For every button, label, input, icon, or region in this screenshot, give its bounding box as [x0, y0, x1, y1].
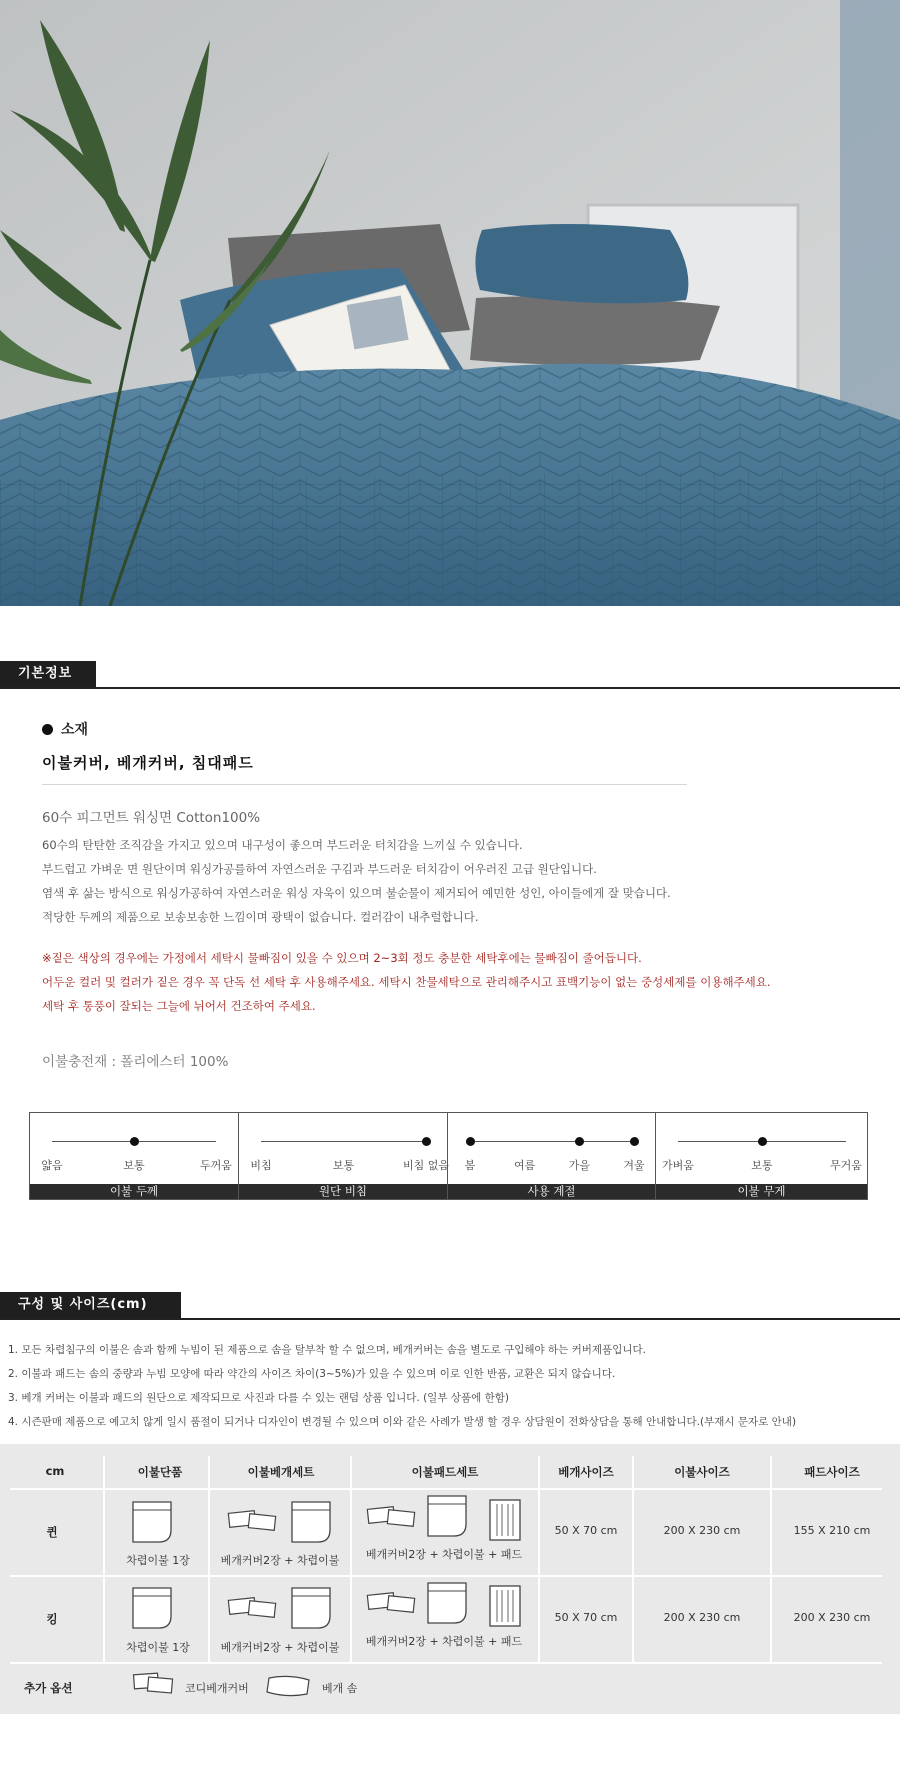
pillow-set-text: 베개커버2장 + 차렵이불	[220, 1641, 340, 1654]
composition-header	[0, 1292, 900, 1322]
scale-track	[470, 1141, 634, 1142]
pillow-icon	[366, 1506, 418, 1528]
material-items: 이불커버, 베개커버, 침대패드	[42, 754, 254, 772]
blanket-icon	[426, 1494, 468, 1538]
blanket-size: 200 X 230 cm	[663, 1524, 741, 1537]
scale-1	[238, 1113, 447, 1199]
table-rule	[770, 1456, 772, 1662]
table-rule	[10, 1575, 882, 1577]
scale-option-label: 보통	[751, 1159, 773, 1172]
scale-option-label: 여름	[514, 1159, 536, 1172]
composition-note: 2. 이불과 패드는 솜의 중량과 누빔 모양에 따라 약간의 사이즈 차이(3~5%)가 있을 수 있으며 이로 인한 반품, 교환은 되지 않습니다.	[8, 1368, 616, 1380]
scale-option-label: 보통	[123, 1159, 145, 1172]
scale-option-label: 무거움	[830, 1159, 862, 1172]
washing-warning: 어두운 컬러 및 컬러가 짙은 경우 꼭 단독 선 세탁 후 사용해주세요. 세탁시 찬물세탁으로 관리해주시고 표백기능이 없는 중성세제를 이용해주세요.	[42, 975, 771, 989]
scale-option-label: 보통	[332, 1159, 355, 1172]
composition-note: 3. 베개 커버는 이불과 패드의 원단으로 제작되므로 사진과 다를 수 있는 랜덤 상품 입니다. (일부 상품에 한함)	[8, 1392, 509, 1404]
divider	[42, 784, 687, 785]
header-pad-set: 이불패드세트	[411, 1465, 479, 1479]
scale-2	[447, 1113, 655, 1199]
property-scales	[29, 1112, 868, 1200]
basic-info-tab: 기본정보	[0, 661, 96, 687]
basic-info-header	[0, 661, 900, 691]
pillow-icon	[227, 1510, 279, 1532]
header-single: 이불단품	[137, 1465, 183, 1479]
extra-options-label: 추가 옵션	[24, 1681, 73, 1695]
pillow-icon	[366, 1592, 418, 1614]
pillow-insert-icon	[265, 1672, 315, 1700]
scale-option-label: 가벼움	[662, 1159, 694, 1172]
scale-selected-marker	[422, 1137, 431, 1146]
scale-option-label: 가을	[568, 1159, 590, 1172]
composition-note: 4. 시즌판매 제품으로 예고치 않게 일시 품절이 되거나 디자인이 변경될 수 있으며 이와 같은 사례가 발생 할 경우 상담원이 전화상담을 통해 안내합니다.(부재시 문자로 안내)	[8, 1416, 797, 1428]
pillow-icon	[227, 1597, 279, 1619]
table-rule	[632, 1456, 634, 1662]
pillow-cover-icon	[132, 1670, 176, 1698]
extra-option: 베개 솜	[322, 1682, 358, 1695]
section-divider	[0, 687, 900, 689]
table-rule	[538, 1456, 540, 1662]
washing-warning: 세탁 후 통풍이 잘되는 그늘에 뉘어서 건조하여 주세요.	[42, 999, 316, 1013]
header-cm: cm	[45, 1464, 65, 1478]
scale-caption: 이불 두께	[30, 1184, 238, 1199]
product-photo	[0, 0, 900, 606]
bullet-icon	[42, 724, 53, 735]
material-heading: 소재	[42, 719, 88, 739]
blanket-icon	[426, 1581, 468, 1625]
fabric-description: 60수 피그먼트 워싱면 Cotton100%	[42, 810, 261, 826]
table-rule	[103, 1456, 105, 1662]
size-table	[0, 1444, 900, 1714]
scale-option-label: 봄	[464, 1159, 476, 1172]
pad-size: 200 X 230 cm	[793, 1611, 871, 1624]
scale-selected-marker	[630, 1137, 639, 1146]
scale-selected-marker	[466, 1137, 475, 1146]
blanket-icon	[290, 1586, 332, 1630]
pad-icon	[488, 1584, 522, 1628]
washing-warning: ※짙은 색상의 경우에는 가정에서 세탁시 물빠짐이 있을 수 있으며 2~3회 정도 충분한 세탁후에는 물빠짐이 줄어듭니다.	[42, 951, 642, 965]
pillow-size: 50 X 70 cm	[554, 1524, 618, 1537]
pad-set-text: 베개커버2장 + 차렵이불 + 패드	[365, 1548, 523, 1561]
filling-material: 이불충전재 : 폴리에스터 100%	[42, 1054, 229, 1070]
scale-0	[30, 1113, 238, 1199]
blanket-size: 200 X 230 cm	[663, 1611, 741, 1624]
scale-option-label: 비침	[250, 1159, 272, 1172]
pillow-size: 50 X 70 cm	[554, 1611, 618, 1624]
table-rule	[208, 1456, 210, 1662]
single-set-text: 차렵이불 1장	[126, 1554, 190, 1567]
scale-selected-marker	[130, 1137, 139, 1146]
scale-caption: 원단 비침	[239, 1184, 447, 1199]
pad-set-text: 베개커버2장 + 차렵이불 + 패드	[365, 1635, 523, 1648]
scale-3	[655, 1113, 867, 1199]
pillow-set-text: 베개커버2장 + 차렵이불	[220, 1554, 340, 1567]
scale-option-label: 두꺼움	[200, 1159, 232, 1172]
section-divider	[0, 1318, 900, 1320]
composition-tab: 구성 및 사이즈(cm)	[0, 1292, 181, 1318]
scale-option-label: 겨울	[623, 1159, 645, 1172]
scale-selected-marker	[575, 1137, 584, 1146]
description-line: 염색 후 삶는 방식으로 워싱가공하여 자연스러운 워싱 자욱이 있으며 불순물이 제거되어 예민한 성인, 아이들에게 잘 맞습니다.	[42, 886, 671, 900]
composition-note: 1. 모든 차렵침구의 이불은 솜과 함께 누빔이 된 제품으로 솜을 탈부착 할 수 없으며, 베개커버는 솜을 별도로 구입해야 하는 커버제품입니다.	[8, 1344, 646, 1356]
blanket-icon	[131, 1500, 173, 1544]
description-line: 적당한 두께의 제품으로 보송보송한 느낌이며 광택이 없습니다. 컬러감이 내추럴합니다.	[42, 910, 479, 924]
scale-selected-marker	[758, 1137, 767, 1146]
description-line: 부드럽고 가벼운 면 원단이며 워싱가공를하여 자연스러운 구김과 부드러운 터치감이 어우러진 고급 원단입니다.	[42, 862, 597, 876]
scale-track	[261, 1141, 426, 1142]
scale-option-label: 얇음	[41, 1159, 63, 1172]
header-pillow-size: 베개사이즈	[558, 1465, 614, 1479]
table-rule	[10, 1488, 882, 1490]
header-pad-size: 패드사이즈	[804, 1465, 860, 1479]
header-blanket-size: 이불사이즈	[674, 1465, 730, 1479]
header-pillow-set: 이불베개세트	[247, 1465, 315, 1479]
table-rule	[10, 1662, 882, 1664]
pad-icon	[488, 1498, 522, 1542]
row-label-king: 킹	[46, 1612, 58, 1626]
scale-caption: 이불 무게	[656, 1184, 867, 1199]
extra-option: 코디베개커버	[185, 1682, 249, 1695]
scale-caption: 사용 계절	[448, 1184, 655, 1199]
pad-size: 155 X 210 cm	[793, 1524, 871, 1537]
blanket-icon	[290, 1500, 332, 1544]
row-label-queen: 퀸	[46, 1525, 58, 1539]
scale-option-label: 비침 없음	[402, 1159, 449, 1172]
blanket-icon	[131, 1586, 173, 1630]
single-set-text: 차렵이불 1장	[126, 1641, 190, 1654]
description-line: 60수의 탄탄한 조직감을 가지고 있으며 내구성이 좋으며 부드러운 터치감을 느끼실 수 있습니다.	[42, 838, 523, 852]
